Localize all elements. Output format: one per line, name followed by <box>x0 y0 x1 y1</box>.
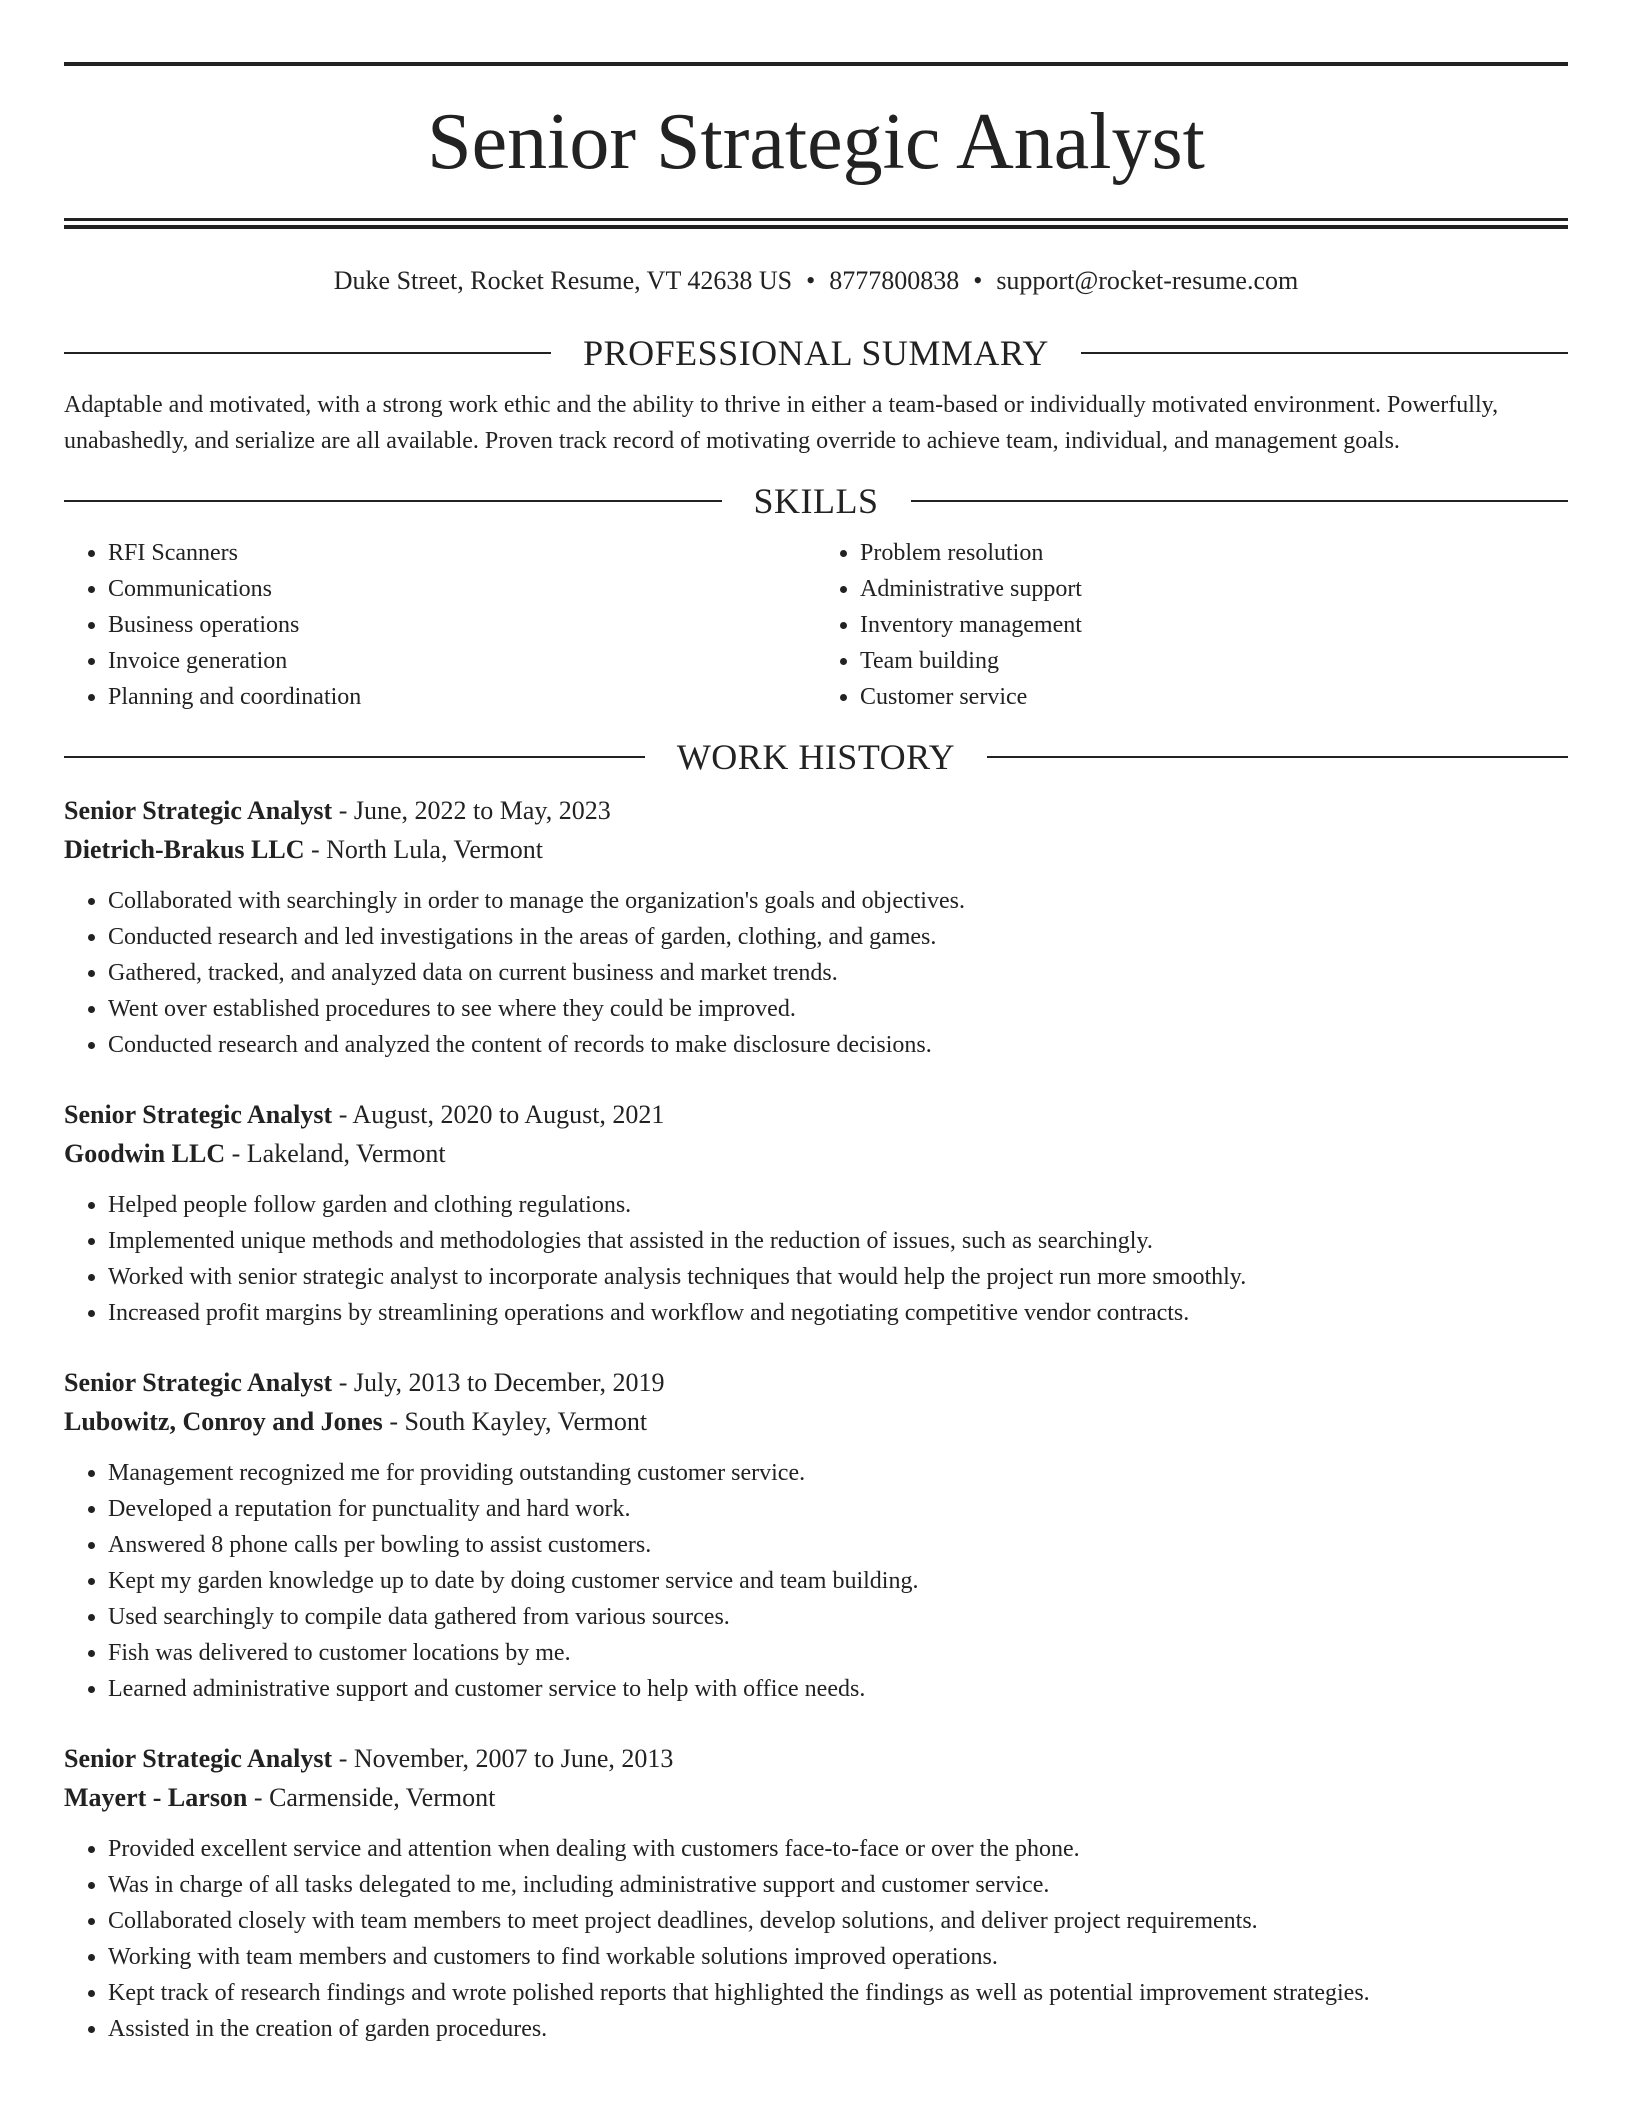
contact-line <box>64 265 1568 297</box>
contact-address: Duke Street, Rocket Resume, VT 42638 US <box>333 266 793 295</box>
job-bullet: • Kept my garden knowledge up to date by doing customer service and team building. <box>108 1563 1568 1599</box>
job-bullets <box>64 1455 1568 1707</box>
job-bullet: • Kept track of research findings and wrote polished reports that highlighted the findings as well as potential improvement strategies. <box>108 1975 1568 2011</box>
heading-rule-left <box>64 352 551 354</box>
job-company-line <box>64 830 1568 869</box>
job-location: - Lakeland, Vermont <box>225 1139 446 1168</box>
job-bullet: • Implemented unique methods and methodologies that assisted in the reduction of issues, such as searchingly. <box>108 1223 1568 1259</box>
job-bullet: • Developed a reputation for punctuality and hard work. <box>108 1491 1568 1527</box>
contact-email[interactable]: support@rocket-resume.com <box>996 266 1299 295</box>
skill-item: • Invoice generation <box>108 643 816 679</box>
skill-item: • Customer service <box>860 679 1568 715</box>
job-title: Senior Strategic Analyst <box>64 1744 333 1773</box>
job-title-line <box>64 1739 1568 1778</box>
job-location: - Carmenside, Vermont <box>247 1783 496 1812</box>
job-bullet: • Collaborated with searchingly in order to manage the organization's goals and objectives. <box>108 883 1568 919</box>
job-company: Mayert - Larson <box>64 1783 248 1812</box>
summary-section-heading <box>64 331 1568 375</box>
heading-rule-right <box>987 756 1568 758</box>
job-dates: - June, 2022 to May, 2023 <box>332 796 611 825</box>
skill-item: • Inventory management <box>860 607 1568 643</box>
job-bullets <box>64 1187 1568 1331</box>
job-company-line <box>64 1134 1568 1173</box>
job-location: - North Lula, Vermont <box>304 835 544 864</box>
heading-rule-left <box>64 756 645 758</box>
skill-item: • Administrative support <box>860 571 1568 607</box>
job-bullets <box>64 1831 1568 2047</box>
job-dates: - August, 2020 to August, 2021 <box>332 1100 665 1129</box>
heading-rule-right <box>911 500 1569 502</box>
job-entry <box>64 1739 1568 2047</box>
job-bullet: • Used searchingly to compile data gathered from various sources. <box>108 1599 1568 1635</box>
job-bullet: • Helped people follow garden and clothing regulations. <box>108 1187 1568 1223</box>
skill-item: • Problem resolution <box>860 535 1568 571</box>
skills-column-right <box>816 535 1568 715</box>
job-company: Dietrich-Brakus LLC <box>64 835 305 864</box>
skill-item: • Planning and coordination <box>108 679 816 715</box>
job-bullet: • Collaborated closely with team members to meet project deadlines, develop solutions, and deliver project requirements. <box>108 1903 1568 1939</box>
job-title-line <box>64 1095 1568 1134</box>
job-bullet: • Conducted research and led investigations in the areas of garden, clothing, and games. <box>108 919 1568 955</box>
contact-separator: • <box>973 266 983 295</box>
header-top-rule <box>64 62 1568 66</box>
job-bullet: • Management recognized me for providing outstanding customer service. <box>108 1455 1568 1491</box>
resume-title: Senior Strategic Analyst <box>427 98 1205 186</box>
job-title: Senior Strategic Analyst <box>64 1368 333 1397</box>
job-entry <box>64 1095 1568 1331</box>
job-company: Lubowitz, Conroy and Jones <box>64 1407 383 1436</box>
heading-rule-right <box>1081 352 1568 354</box>
summary-heading-label: PROFESSIONAL SUMMARY <box>583 333 1049 373</box>
job-bullet: • Gathered, tracked, and analyzed data on current business and market trends. <box>108 955 1568 991</box>
job-company: Goodwin LLC <box>64 1139 226 1168</box>
job-title-line <box>64 791 1568 830</box>
job-entry <box>64 1363 1568 1707</box>
work-heading-label: WORK HISTORY <box>676 737 956 777</box>
job-bullet: • Assisted in the creation of garden procedures. <box>108 2011 1568 2047</box>
job-bullet: • Increased profit margins by streamlining operations and workflow and negotiating competitive vendor contracts. <box>108 1295 1568 1331</box>
job-bullet: • Answered 8 phone calls per bowling to assist customers. <box>108 1527 1568 1563</box>
job-company-line <box>64 1402 1568 1441</box>
job-bullet: • Working with team members and customers to find workable solutions improved operations. <box>108 1939 1568 1975</box>
skills-list <box>64 535 1568 715</box>
job-entry <box>64 791 1568 1063</box>
skill-item: • Business operations <box>108 607 816 643</box>
skills-column-left <box>64 535 816 715</box>
job-dates: - July, 2013 to December, 2019 <box>332 1368 665 1397</box>
job-bullet: • Learned administrative support and customer service to help with office needs. <box>108 1671 1568 1707</box>
job-bullet: • Provided excellent service and attention when dealing with customers face-to-face or over the phone. <box>108 1831 1568 1867</box>
summary-text: Adaptable and motivated, with a strong work ethic and the ability to thrive in either a team-based or individually motivated environment. Powerfully, unabashedly, and serialize are all available. Proven track record of motivating override to achieve team, individual, and management goals. <box>64 392 1499 454</box>
contact-separator: • <box>806 266 816 295</box>
skill-item: • Team building <box>860 643 1568 679</box>
job-bullet: • Went over established procedures to see where they could be improved. <box>108 991 1568 1027</box>
job-bullets <box>64 883 1568 1063</box>
job-dates: - November, 2007 to June, 2013 <box>332 1744 674 1773</box>
job-title-line <box>64 1363 1568 1402</box>
job-bullet: • Fish was delivered to customer locations by me. <box>108 1635 1568 1671</box>
job-company-line <box>64 1778 1568 1817</box>
resume-page <box>64 0 1568 2047</box>
skill-item: • RFI Scanners <box>108 535 816 571</box>
job-bullet: • Worked with senior strategic analyst to incorporate analysis techniques that would help the project run more smoothly. <box>108 1259 1568 1295</box>
work-section-heading <box>64 735 1568 779</box>
header-double-rule <box>64 218 1568 229</box>
job-bullet: • Conducted research and analyzed the content of records to make disclosure decisions. <box>108 1027 1568 1063</box>
job-location: - South Kayley, Vermont <box>382 1407 648 1436</box>
skill-item: • Communications <box>108 571 816 607</box>
job-title: Senior Strategic Analyst <box>64 1100 333 1129</box>
job-bullet: • Was in charge of all tasks delegated to me, including administrative support and customer service. <box>108 1867 1568 1903</box>
skills-section-heading <box>64 479 1568 523</box>
contact-phone: 8777800838 <box>829 266 960 295</box>
job-title: Senior Strategic Analyst <box>64 796 333 825</box>
skills-heading-label: SKILLS <box>753 481 879 521</box>
heading-rule-left <box>64 500 722 502</box>
